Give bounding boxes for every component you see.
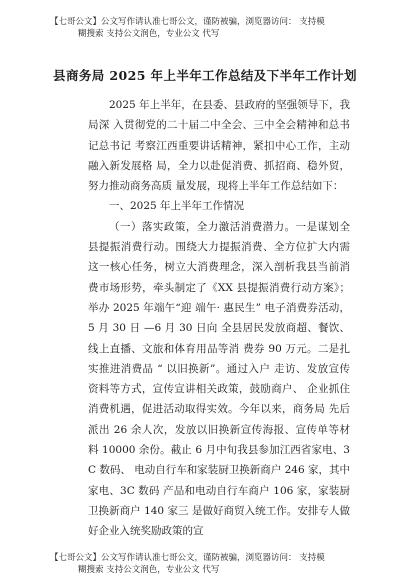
section-paragraph: （一）落实政策，全力激活消费潜力。一是谋划全县提振消费行动。围绕大力提振消费、全方位扩大内需这一核心任务，树立大消费理念，深入剖析我县当前消费市场形势，牵头制定了《XX 县提振消费行动方案》；举办 2025 年端午“迎 端午· 惠民生” 电子消费券活动，5 月 30 日 —6 月 30 日向 全县居民发放商超、餐饮、线上直播、文旅和体育用品等消 费券 90 万元。二是扎实推进消费品 “ 以旧换新”。通过入户 走访、发放宣传资料等方式，宣传宣讲相关政策，鼓励商户、 企业抓住消费机遇，促进活动取得实效。今年以来，商务局 先后派出 26 余人次，发放以旧换新宣传海报、宣传单等材 料 10000 余份。截止 6 月中旬我县参加江西省家电、3C 数码、 电动自行车和家装厨卫换新商户 246 家，其中家电、3C 数码 产品和电动自行车商户 106 家，家装厨卫换新商户 140 家三 是做好商贸入统工作。安排专人做好企业入统奖励政策的宣	[88, 220, 350, 538]
promo-notice-bottom-line2: 糊搜索 支持公文润色，专业公文 代写	[78, 565, 220, 575]
promo-notice-bottom-line1: 【七哥公文】公文写作请认准七哥公文，谨防被骗，浏览器访问： 支持模	[50, 553, 325, 563]
promo-notice-top-line1: 【七哥公文】公文写作请认准七哥公文，谨防被骗，浏览器访问： 支持模	[50, 17, 325, 27]
document-title: 县商务局 2025 年上半年工作总结及下半年工作计划	[53, 68, 357, 83]
intro-paragraph: 2025 年上半年，在县委、县政府的坚强领导下，我局深 入贯彻党的二十届二中全会、三中全会精神和总书记总书记 考察江西重要讲话精神，紧扣中心工作，主动融入新发展格 局，全力以赴促消费、抓招商、稳外贸，努力推动商务高质 量发展，现将上半年工作总结如下：	[88, 99, 350, 193]
promo-notice-bottom	[50, 552, 380, 576]
promo-notice-top-line2: 糊搜索 支持公文润色，专业公文 代写	[78, 29, 220, 39]
section-heading: 一、2025 年上半年工作情况	[109, 200, 245, 213]
promo-notice-top	[50, 16, 380, 40]
document-body	[88, 95, 350, 542]
